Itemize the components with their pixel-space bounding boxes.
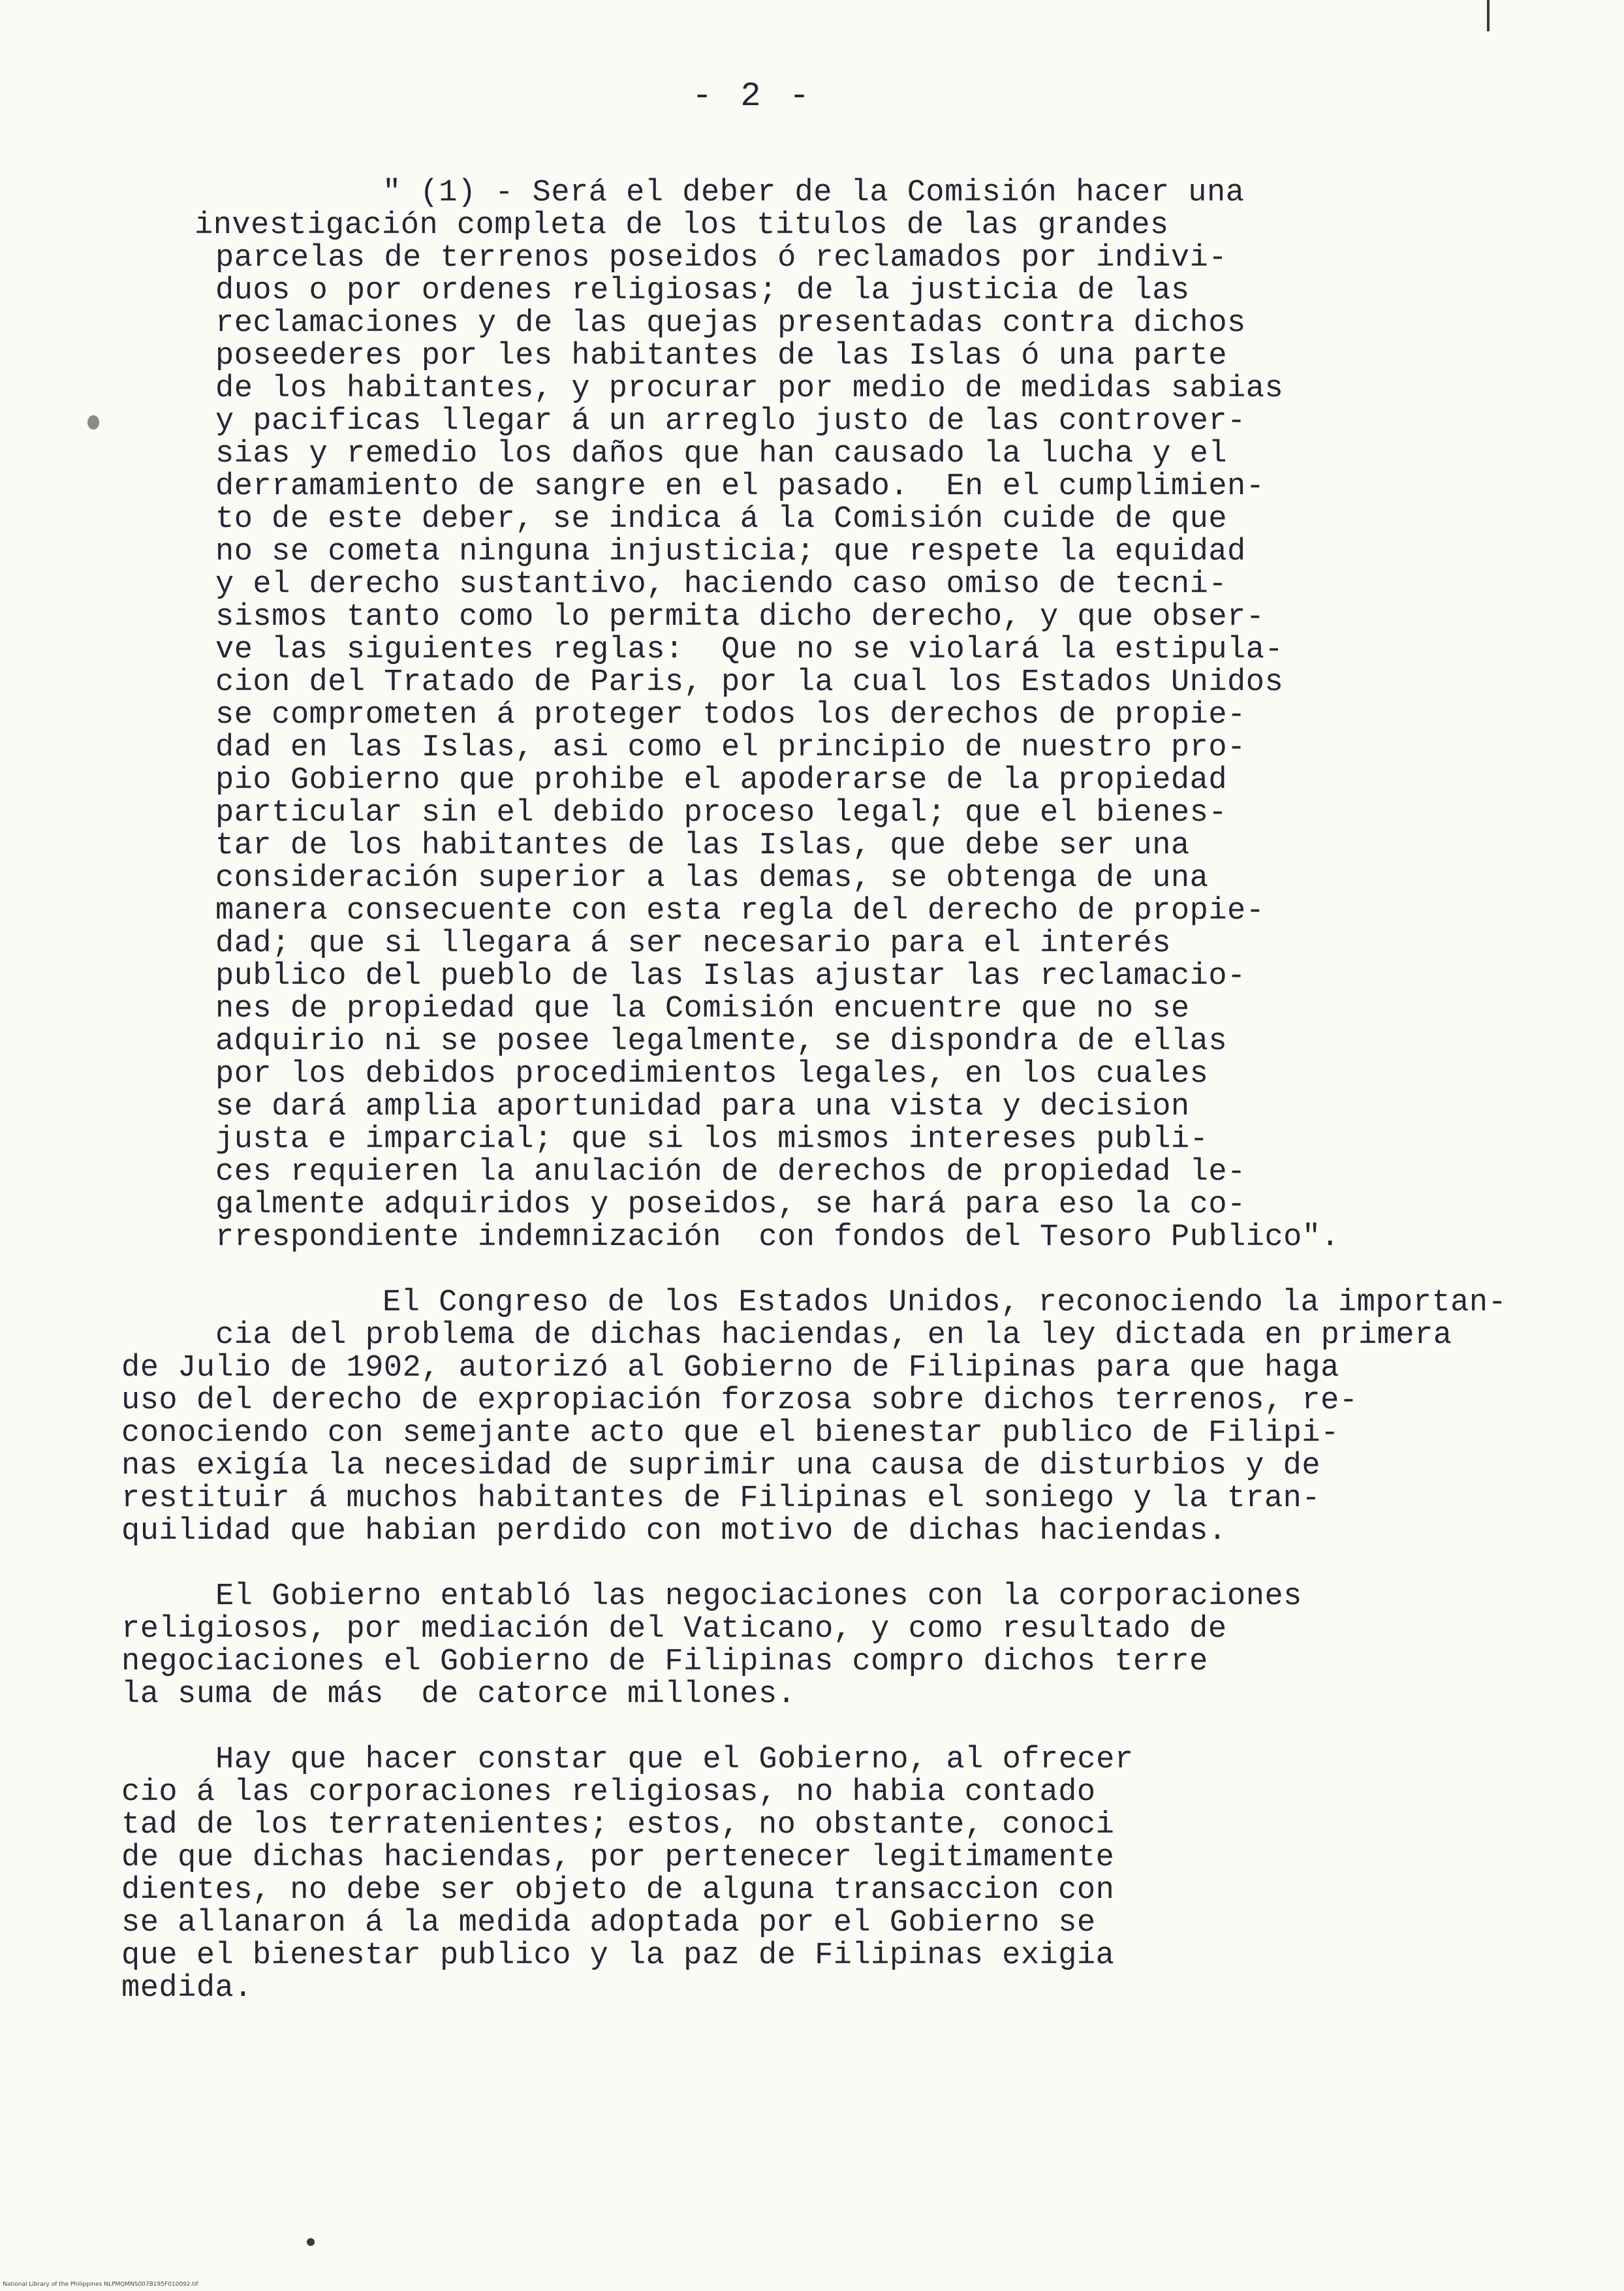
text-line: de que dichas haciendas, por pertenecer legitimamente	[121, 1841, 1115, 1875]
text-line: to de este deber, se indica á la Comisión cuide de que	[215, 502, 1228, 537]
text-line: nes de propiedad que la Comisión encuentre que no se	[215, 992, 1190, 1026]
text-line: El Congreso de los Estados Unidos, reconociendo la importan-	[383, 1286, 1507, 1320]
text-line: la suma de más de catorce millones.	[121, 1677, 796, 1712]
margin-mark	[1487, 0, 1490, 31]
text-line: se dará amplia aportunidad para una vista y decision	[215, 1090, 1190, 1124]
text-line: que el bienestar publico y la paz de Filipinas exigia	[121, 1938, 1115, 1973]
text-line: Hay que hacer constar que el Gobierno, al ofrecer	[215, 1743, 1134, 1777]
text-line: reclamaciones y de las quejas presentadas contra dichos	[215, 306, 1246, 341]
text-line: negociaciones el Gobierno de Filipinas compro dichos terre	[121, 1645, 1208, 1679]
text-line: El Gobierno entabló las negociaciones con la corporaciones	[215, 1579, 1302, 1614]
text-line: sias y remedio los daños que han causado la lucha y el	[215, 437, 1228, 471]
text-line: uso del derecho de expropiación forzosa sobre dichos terrenos, re-	[121, 1383, 1358, 1418]
text-line: medida.	[121, 1971, 253, 2006]
text-line: se allanaron á la medida adoptada por el Gobierno se	[121, 1906, 1096, 1940]
text-line: ve las siguientes reglas: Que no se violará la estipula-	[215, 633, 1284, 667]
text-line: pio Gobierno que prohibe el apoderarse de la propiedad	[215, 763, 1228, 798]
text-line: tad de los terratenientes; estos, no obstante, conoci	[121, 1808, 1115, 1842]
text-line: consideración superior a las demas, se obtenga de una	[215, 861, 1209, 896]
text-line: religiosos, por mediación del Vaticano, y como resultado de	[121, 1612, 1227, 1647]
text-line: " (1) - Será el deber de la Comisión hacer una	[383, 176, 1245, 210]
text-line: publico del pueblo de las Islas ajustar las reclamacio-	[215, 959, 1246, 994]
text-line: no se cometa ninguna injusticia; que respete la equidad	[215, 535, 1246, 569]
text-line: de los habitantes, y procurar por medio de medidas sabias	[215, 371, 1284, 406]
text-line: particular sin el debido proceso legal; que el bienes-	[215, 796, 1228, 830]
text-line: sismos tanto como lo permita dicho derecho, y que obser-	[215, 600, 1265, 635]
text-line: duos o por ordenes religiosas; de la justicia de las	[215, 274, 1190, 308]
text-line: justa e imparcial; que si los mismos intereses publi-	[215, 1122, 1209, 1157]
text-line: dientes, no debe ser objeto de alguna transaccion con	[121, 1873, 1115, 1908]
text-line: adquirio ni se posee legalmente, se dispondra de ellas	[215, 1024, 1228, 1059]
text-line: cio á las corporaciones religiosas, no habia contado	[121, 1775, 1096, 1810]
text-line: ces requieren la anulación de derechos de propiedad le-	[215, 1155, 1246, 1190]
text-line: galmente adquiridos y poseidos, se hará para eso la co-	[215, 1188, 1246, 1222]
ink-dot	[307, 2238, 315, 2246]
text-line: dad en las Islas, asi como el principio de nuestro pro-	[215, 731, 1246, 765]
text-line: quilidad que habian perdido con motivo de dichas haciendas.	[121, 1514, 1227, 1549]
scan-footer: National Library of the Philippines NLPMQMNS007B195F010092.tif	[3, 2281, 198, 2288]
punch-mark	[87, 415, 99, 430]
text-line: por los debidos procedimientos legales, en los cuales	[215, 1057, 1209, 1092]
text-line: se comprometen á proteger todos los derechos de propie-	[215, 698, 1246, 733]
text-line: y el derecho sustantivo, haciendo caso omiso de tecni-	[215, 567, 1228, 602]
text-line: nas exigía la necesidad de suprimir una causa de disturbios y de	[121, 1449, 1321, 1483]
text-line: conociendo con semejante acto que el bienestar publico de Filipi-	[121, 1416, 1339, 1451]
text-line: de Julio de 1902, autorizó al Gobierno de Filipinas para que haga	[121, 1351, 1339, 1385]
page-number: - 2 -	[692, 77, 814, 116]
text-line: dad; que si llegara á ser necesario para el interés	[215, 926, 1171, 961]
text-line: cia del problema de dichas haciendas, en la ley dictada en primera	[215, 1318, 1452, 1353]
text-line: rrespondiente indemnización con fondos del Tesoro Publico".	[215, 1220, 1340, 1255]
text-line: restituir á muchos habitantes de Filipinas el soniego y la tran-	[121, 1481, 1321, 1516]
text-line: y pacificas llegar á un arreglo justo de las controver-	[215, 404, 1246, 439]
text-line: tar de los habitantes de las Islas, que debe ser una	[215, 829, 1190, 863]
text-line: cion del Tratado de Paris, por la cual los Estados Unidos	[215, 665, 1284, 700]
text-line: derramamiento de sangre en el pasado. En el cumplimien-	[215, 469, 1265, 504]
text-line: manera consecuente con esta regla del derecho de propie-	[215, 894, 1265, 928]
text-line: parcelas de terrenos poseidos ó reclamados por indivi-	[215, 241, 1228, 276]
text-line: poseederes por les habitantes de las Islas ó una parte	[215, 339, 1228, 373]
text-line: investigación completa de los titulos de las grandes	[195, 208, 1169, 243]
